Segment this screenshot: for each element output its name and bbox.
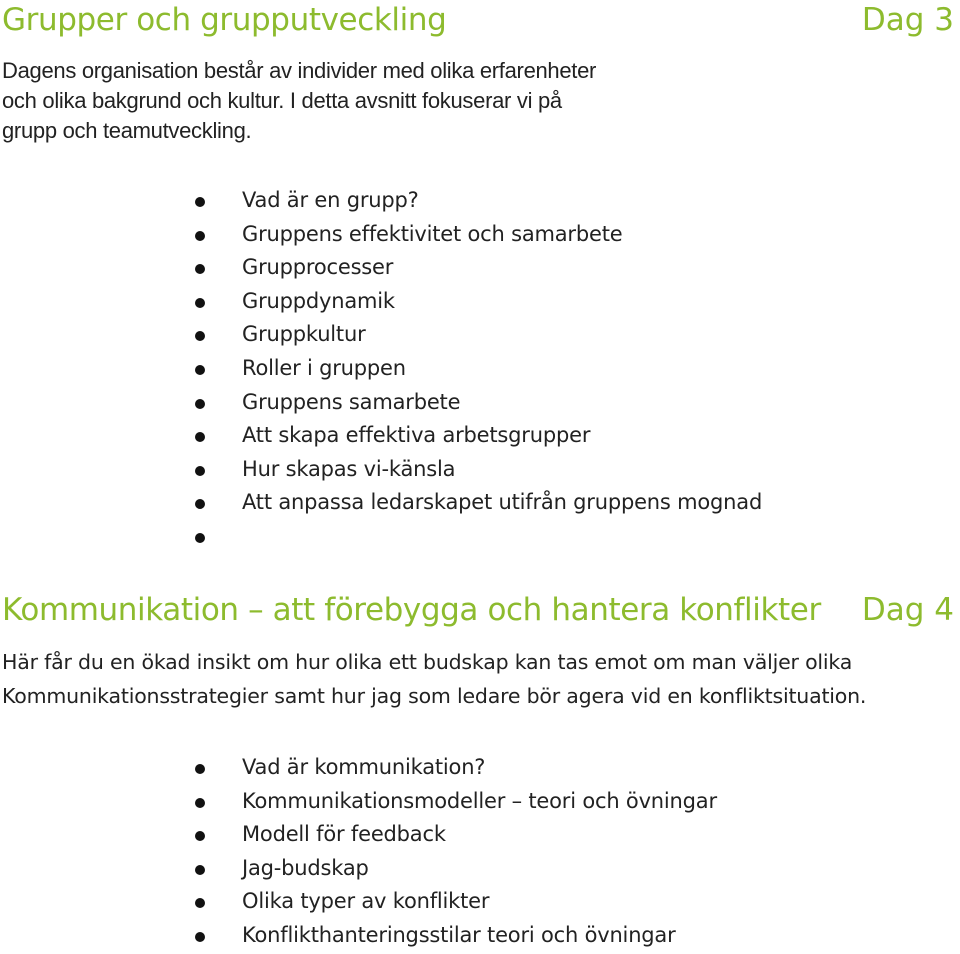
section-1-intro bbox=[2, 56, 722, 146]
list-item bbox=[186, 520, 762, 554]
list-item: Gruppens effektivitet och samarbete bbox=[186, 218, 762, 252]
bullet-icon bbox=[195, 197, 205, 207]
bullet-icon bbox=[195, 932, 205, 942]
list-item: Vad är en grupp? bbox=[186, 184, 762, 218]
list-item: Gruppkultur bbox=[186, 318, 762, 352]
section-2-day: Dag 4 bbox=[861, 592, 954, 628]
list-item: Hur skapas vi-känsla bbox=[186, 453, 762, 487]
bullet-icon bbox=[195, 533, 205, 543]
section-2-topic-list bbox=[186, 751, 717, 953]
bullet-icon bbox=[195, 898, 205, 908]
list-item: Jag-budskap bbox=[186, 852, 717, 886]
intro-line: grupp och teamutveckling. bbox=[2, 118, 252, 143]
list-item: Roller i gruppen bbox=[186, 352, 762, 386]
list-item: Att anpassa ledarskapet utifrån gruppens mognad bbox=[186, 486, 762, 520]
list-item: Att skapa effektiva arbetsgrupper bbox=[186, 419, 762, 453]
list-item: Grupprocesser bbox=[186, 251, 762, 285]
section-1-day: Dag 3 bbox=[861, 2, 954, 38]
bullet-icon bbox=[195, 831, 205, 841]
bullet-icon bbox=[195, 432, 205, 442]
list-item: Vad är kommunikation? bbox=[186, 751, 717, 785]
list-item: Kommunikationsmodeller – teori och övningar bbox=[186, 785, 717, 819]
section-1-topic-list bbox=[186, 184, 762, 554]
bullet-icon bbox=[195, 499, 205, 509]
list-item: Gruppdynamik bbox=[186, 285, 762, 319]
bullet-icon bbox=[195, 466, 205, 476]
bullet-icon bbox=[195, 331, 205, 341]
bullet-icon bbox=[195, 764, 205, 774]
bullet-icon bbox=[195, 399, 205, 409]
list-item: Modell för feedback bbox=[186, 818, 717, 852]
intro-line: Dagens organisation består av individer med olika erfarenheter bbox=[2, 58, 597, 83]
section-2-intro bbox=[2, 645, 866, 713]
bullet-icon bbox=[195, 798, 205, 808]
bullet-icon bbox=[195, 231, 205, 241]
list-item: Olika typer av konflikter bbox=[186, 885, 717, 919]
intro-line: Här får du en ökad insikt om hur olika ett budskap kan tas emot om man väljer olika bbox=[2, 650, 853, 674]
bullet-icon bbox=[195, 365, 205, 375]
bullet-icon bbox=[195, 264, 205, 274]
bullet-icon bbox=[195, 865, 205, 875]
intro-line: och olika bakgrund och kultur. I detta avsnitt fokuserar vi på bbox=[2, 88, 562, 113]
list-item: Gruppens samarbete bbox=[186, 386, 762, 420]
bullet-icon bbox=[195, 298, 205, 308]
section-2-title: Kommunikation – att förebygga och hantera konflikter bbox=[2, 592, 821, 628]
intro-line: Kommunikationsstrategier samt hur jag som ledare bör agera vid en konfliktsituation. bbox=[2, 684, 867, 708]
list-item: Konflikthanteringsstilar teori och övningar bbox=[186, 919, 717, 953]
section-1-title: Grupper och grupputveckling bbox=[2, 2, 447, 38]
